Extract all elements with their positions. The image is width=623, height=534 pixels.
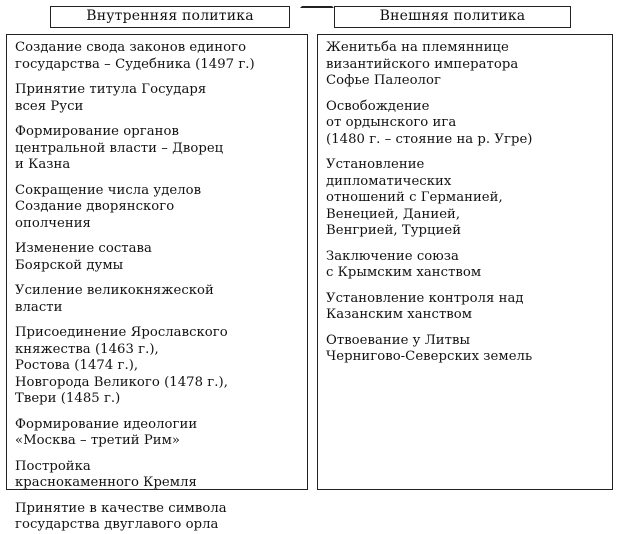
external-item: Освобождение от ордынского ига (1480 г. – стояние на р. Угре)	[326, 98, 533, 147]
internal-item: Принятие в качестве символа государства двуглавого орла	[15, 500, 227, 532]
external-item: Отвоевание у Литвы Чернигово-Северских земель	[326, 332, 533, 364]
header-connector	[300, 0, 334, 8]
internal-item: Постройка краснокаменного Кремля	[15, 458, 197, 490]
header-internal-policy: Внутренняя политика	[50, 6, 290, 28]
internal-item: Изменение состава Боярской думы	[15, 241, 152, 273]
internal-item: Присоединение Ярославского княжества (1463 г.), Ростова (1474 г.), Новгорода Великого (1478 г.), Твери (1485 г.)	[15, 325, 228, 406]
external-item: Установление контроля над Казанским ханством	[326, 290, 524, 322]
internal-item: Формирование идеологии «Москва – третий Рим»	[15, 416, 198, 448]
external-policy-column	[317, 34, 613, 490]
internal-item: Формирование органов центральной власти – Дворец и Казна	[15, 124, 224, 172]
external-item: Женитьба на племяннице византийского императора Софье Палеолог	[326, 40, 519, 88]
external-item: Установление дипломатических отношений с Германией, Венецией, Данией, Венгрией, Турцией	[326, 157, 503, 238]
external-item: Заключение союза с Крымским ханством	[326, 248, 482, 280]
internal-item: Усиление великокняжеской власти	[15, 283, 214, 315]
internal-item: Создание свода законов единого государства – Судебника (1497 г.)	[15, 40, 255, 72]
header-external-policy: Внешняя политика	[334, 6, 571, 28]
internal-item: Принятие титула Государя всея Руси	[15, 82, 207, 114]
internal-policy-column	[6, 34, 308, 532]
internal-item: Сокращение числа уделов Создание дворянского ополчения	[15, 182, 202, 231]
